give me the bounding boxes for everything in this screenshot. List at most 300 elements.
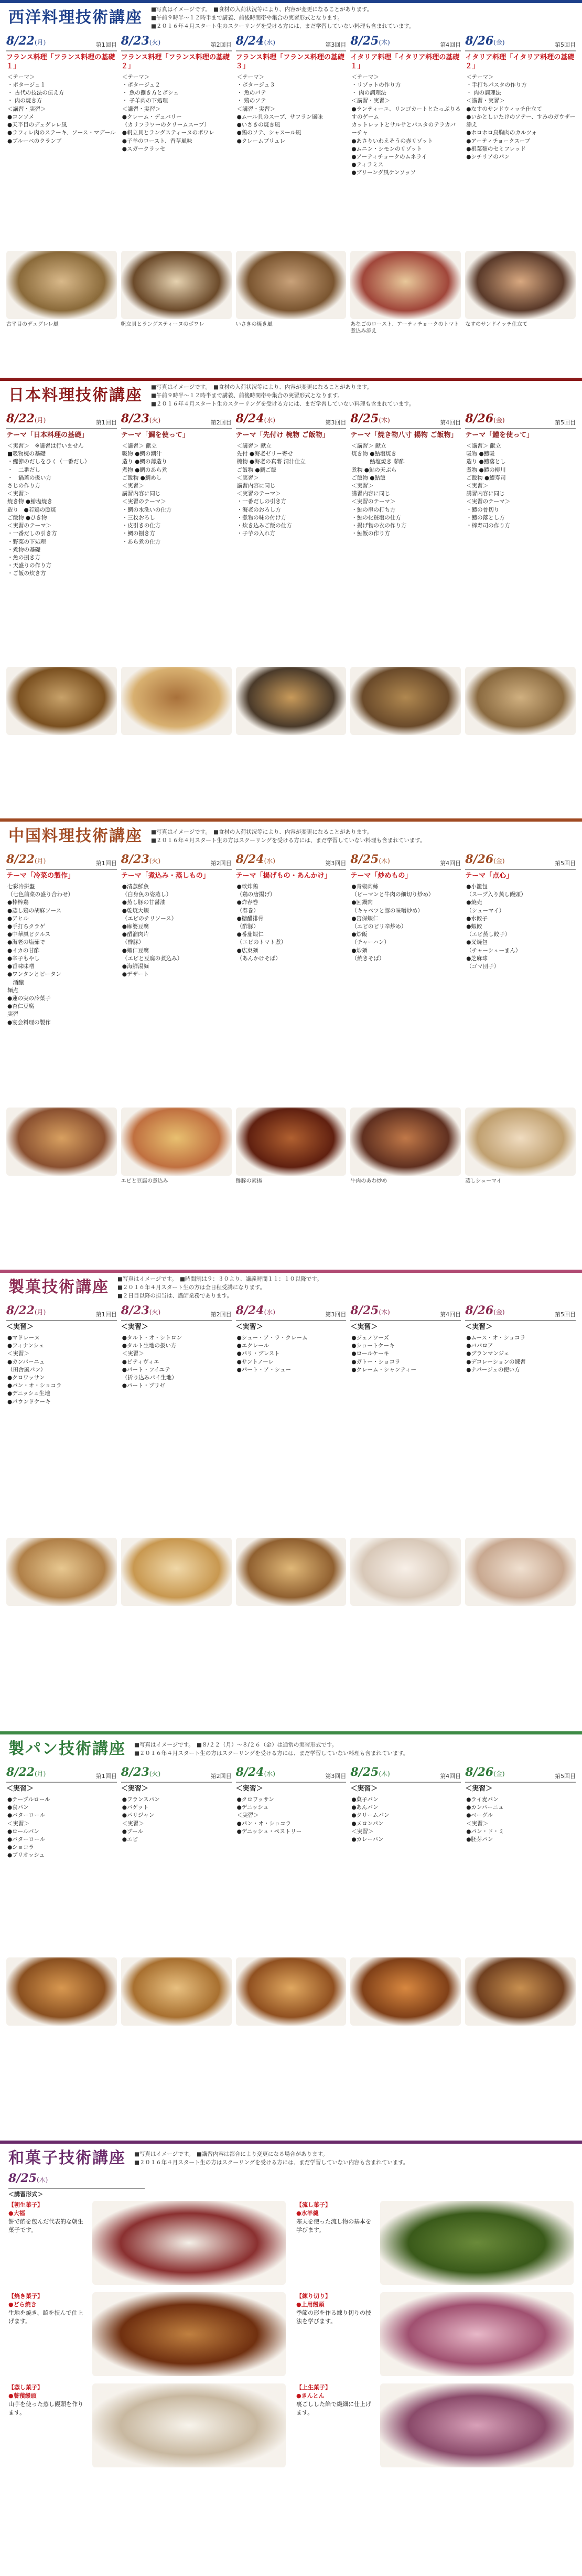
day-weekday: (火): [149, 39, 161, 47]
day-header: [236, 854, 347, 870]
list-item: （田舎風パン）: [7, 1366, 46, 1373]
dish-photo: [6, 1957, 117, 2026]
list-item: ＜実習のテーマ＞: [122, 498, 166, 505]
day-header: [8, 2173, 145, 2189]
day-header: [350, 36, 461, 51]
list-item: ●蒸し豚の甘醤油: [122, 899, 166, 906]
day-weekday: (水): [264, 1308, 275, 1316]
list-item: ・ 肉の調理法: [466, 90, 501, 97]
section-notes: ■写真はイメージです。 ■講習内容は都合により変更になる場合があります。 ■２０１６年４月スタート生の方はスクーリングを受ける方には、まだ学習していない内容も含まれています。: [134, 2151, 409, 2166]
list-item: ●アーティチョークのムネライ: [351, 153, 427, 160]
list-item: ●あさりいわえそうの赤リゾット: [351, 137, 433, 144]
day-date-text: 8/25: [350, 36, 379, 48]
day-header: [350, 1305, 461, 1321]
list-item: ＜テーマ＞: [236, 73, 265, 80]
item-list: [236, 1334, 347, 1534]
day-number: 第2回目: [210, 419, 232, 427]
list-item: ●エクレール: [236, 1343, 270, 1349]
list-item: ・リゾットの作り方: [351, 82, 401, 88]
item-list: [236, 442, 347, 663]
list-item: ●ロールケーキ: [351, 1350, 390, 1357]
day-weekday: (火): [149, 417, 161, 424]
item-list: [465, 883, 576, 1103]
list-item: ＜実習＞: [7, 1350, 29, 1357]
bread-section: [0, 1731, 582, 2141]
day-weekday: (金): [493, 857, 505, 865]
day-column: [121, 1767, 232, 2028]
list-item: ●ムール貝のスープ、サフラン風味: [236, 113, 323, 120]
dish-photo: [121, 1108, 232, 1176]
day-date-text: 8/22: [6, 854, 35, 867]
list-item: さじの作り方: [7, 482, 40, 489]
list-item: ●パリジャン: [122, 1812, 155, 1819]
list-item: ●なすのサンドウィッチ仕立て: [466, 105, 542, 112]
day-title: ＜実習＞: [350, 1785, 378, 1793]
day-number: 第4回目: [440, 41, 461, 49]
dish-photo: [465, 1538, 576, 1606]
day-title: ＜実習＞: [6, 1785, 34, 1793]
day-number: 第4回目: [440, 1773, 461, 1780]
day-number: 第3回目: [325, 1773, 347, 1780]
day-date-text: 8/22: [6, 413, 35, 426]
list-item: ＜テーマ＞: [351, 73, 379, 80]
section-title: 製菓技術講座: [8, 1278, 109, 1296]
dish-photo: [465, 1957, 576, 2026]
list-item: ・手打ちパスタの作り方: [466, 82, 527, 88]
day-date: [6, 1305, 46, 1319]
dish-photo: [236, 1108, 347, 1176]
list-item: ●蒸し鶏の胡麻ソース: [7, 907, 62, 914]
list-item: （チャーハン）: [351, 939, 390, 946]
day-weekday: (木): [379, 417, 390, 424]
list-item: ●デニッシュ生地: [7, 1390, 50, 1397]
day-date: [350, 854, 390, 868]
list-item: ●醋溜肉片: [122, 931, 149, 938]
day-weekday: (月): [34, 417, 46, 424]
wagashi-name: ●薯蕷饅頭: [8, 2392, 37, 2399]
day-column: [6, 36, 117, 335]
day-grid: [0, 1302, 582, 1608]
wagashi-name: ●上用饅頭: [296, 2301, 325, 2308]
list-item: （エビのトマト煮）: [236, 939, 287, 946]
day-title: フランス料理「フランス料理の基礎３」: [235, 54, 344, 70]
list-item: ●芝麻球: [466, 955, 488, 962]
day-date-text: 8/25: [350, 854, 379, 867]
dish-photo: [350, 667, 461, 735]
day-header: [350, 413, 461, 429]
list-item: ・一番だしの引き方: [7, 530, 57, 537]
day-header: [236, 1305, 347, 1321]
wagashi-item: [296, 2201, 574, 2285]
day-number: 第5回目: [554, 860, 576, 867]
list-item: ＜実習＞: [466, 1820, 489, 1827]
day-date: [465, 1767, 504, 1781]
day-date-text: 8/26: [465, 1767, 494, 1780]
day-date: [465, 413, 504, 427]
list-item: （エビ蒸し餃子）: [466, 931, 511, 938]
list-item: ●ガトー・ショコラ: [351, 1358, 401, 1365]
list-item: ●バターロール: [7, 1812, 45, 1819]
list-item: ●炒飯: [351, 931, 368, 938]
list-item: 麺点: [7, 987, 18, 994]
wagashi-photo: [380, 2383, 574, 2467]
day-header: [6, 854, 117, 870]
section-title: 製パン技術講座: [8, 1739, 126, 1758]
item-list: [6, 442, 117, 663]
day-title: ＜実習＞: [121, 1323, 148, 1331]
day-header: [465, 413, 576, 429]
day-title: テーマ「炒めもの」: [350, 872, 412, 880]
list-item: ●クレーム・シャンティー: [351, 1366, 417, 1373]
day-header: [6, 1305, 117, 1321]
list-item: 煮物 ●鮎の天ぷら: [351, 466, 397, 473]
list-item: ＜実習＞: [351, 1828, 374, 1835]
day-header: [121, 36, 232, 51]
list-item: ・子芋の入れ方: [236, 530, 276, 537]
dish-photo: [236, 1957, 347, 2026]
item-list: [465, 442, 576, 663]
list-item: ●海老の塩茹で: [7, 939, 46, 946]
list-item: ●蓮の実の冷菓子: [7, 995, 51, 1002]
list-item: ●焼売: [466, 899, 482, 906]
list-item: ●炒麺: [351, 947, 368, 954]
day-number: 第3回目: [325, 41, 347, 49]
day-number: 第5回目: [554, 1311, 576, 1318]
day-date-text: 8/22: [6, 1305, 35, 1318]
list-item: 講習内容に同じ: [122, 491, 161, 497]
list-item: ご飯物 ●鯛めし: [122, 474, 162, 481]
day-title: テーマ「揚げもの・あんかけ」: [235, 872, 331, 880]
list-item: 吸物 ●鯛の潮汁: [122, 451, 162, 457]
list-item: ＜講習・実習＞: [236, 105, 276, 112]
list-item: ■吸物椀の基礎: [7, 451, 46, 457]
list-item: ●広東麺: [236, 947, 258, 954]
list-item: ●ブリーング風ケンソッソ: [351, 169, 416, 176]
wagashi-kind: 【上生菓子】: [296, 2383, 331, 2391]
photo-caption: 蒸しシューマイ: [465, 1178, 502, 1184]
day-number: 第2回目: [210, 860, 232, 867]
list-item: ●パウンドケーキ: [7, 1398, 51, 1405]
chinese-section: [0, 818, 582, 1270]
wagashi-text: [296, 2383, 375, 2467]
list-item: ●ムース・オ・ショコラ: [466, 1334, 526, 1341]
list-item: ご飯物 ●鮎飯: [351, 474, 386, 481]
list-item: ●フランスパン: [122, 1796, 160, 1803]
day-weekday: (火): [149, 1308, 161, 1316]
wagashi-photo: [92, 2383, 286, 2467]
wagashi-item: [8, 2292, 286, 2376]
day-number: 第2回目: [210, 1311, 232, 1318]
wagashi-desc: 山芋を使った蒸し饅頭を作ります。: [8, 2400, 83, 2416]
list-item: ●香味味噌: [7, 963, 35, 970]
day-weekday: (月): [34, 1308, 46, 1316]
day-date-text: 8/26: [465, 413, 494, 426]
photo-caption: エビと豆腐の煮込み: [121, 1178, 168, 1184]
list-item: ＜講習・実習＞: [351, 98, 390, 104]
day-number: 第1回目: [95, 1773, 117, 1780]
list-item: ●海鮮湯麺: [122, 963, 149, 970]
day-date: [6, 854, 46, 868]
list-item: ●タルト・オ・シトロン: [122, 1334, 182, 1341]
item-list: [350, 1334, 461, 1534]
day-date: [236, 1767, 275, 1781]
list-item: ●メロンパン: [351, 1820, 384, 1827]
item-list: [350, 73, 461, 247]
list-item: ＜実習のテーマ＞: [466, 498, 511, 505]
day-date-text: 8/25: [350, 1305, 379, 1318]
list-item: ＜実習＞: [122, 1820, 144, 1827]
day-column: [6, 413, 117, 737]
list-item: 焼き物 ●鮎塩焼き: [351, 451, 397, 457]
list-item: ●水餃子: [466, 915, 488, 922]
day-header: [121, 1305, 232, 1321]
list-item: （七色前菜の盛り合わせ）: [7, 891, 73, 898]
day-date-text: 8/25: [350, 1767, 379, 1780]
wagashi-grid: [0, 2199, 582, 2469]
day-date: [236, 854, 275, 868]
wagashi-item: [296, 2292, 574, 2376]
day-weekday: (木): [379, 1308, 390, 1316]
list-item: ＜実習＞: [7, 1820, 29, 1827]
day-number: 第3回目: [325, 1311, 347, 1318]
list-item: ●クロワッサン: [236, 1796, 274, 1803]
list-item: （ピーマンと牛肉の細切り炒め）: [351, 891, 434, 898]
list-item: ●辛子もやし: [7, 955, 40, 962]
list-item: 造り ●若鶏の照焼: [7, 506, 57, 513]
day-title: ＜実習＞: [350, 1323, 378, 1331]
list-item: ・鱧の骨切り: [466, 506, 500, 513]
wagashi-desc: 餅で餡を包んだ代表的な朝生菓子です。: [8, 2218, 83, 2233]
list-item: ●テーブルロール: [7, 1796, 50, 1803]
list-item: ●ジェノワーズ: [351, 1334, 390, 1341]
day-date: [121, 854, 160, 868]
list-item: ・魚の捌き方: [7, 554, 40, 561]
list-item: ●コンソメ: [7, 113, 34, 120]
list-item: ●菓子パン: [351, 1796, 379, 1803]
day-date-text: 8/25: [350, 413, 379, 426]
list-item: ・一番だしの引き方: [236, 498, 287, 505]
day-date: [350, 1767, 390, 1781]
list-item: ・ 鍋蓋の扱い方: [7, 474, 51, 481]
list-item: ＜講習＞ 献立: [351, 442, 386, 449]
list-item: ・ 鶏のソテ: [236, 98, 266, 104]
list-item: ●デコレーションの練習: [466, 1358, 526, 1365]
day-number: 第4回目: [440, 1311, 461, 1318]
list-item: ●杏仁豆腐: [7, 1003, 35, 1010]
list-item: ご飯物 ●鯛ご飯: [236, 466, 277, 473]
day-column: [350, 1305, 461, 1608]
day-header: [465, 36, 576, 51]
day-weekday: (金): [493, 39, 505, 47]
list-item: ●根菜類のセミフレッド: [466, 145, 526, 152]
list-item: ●軟炸鶏: [236, 883, 258, 890]
list-item: ●ブルーベのクランブ: [7, 137, 62, 144]
day-weekday: (金): [493, 1308, 505, 1316]
list-item: ・鮎飯の作り方: [351, 530, 390, 537]
western-section: [0, 0, 582, 378]
wagashi-name: ●大福: [8, 2209, 25, 2217]
list-item: ●ブール: [122, 1828, 143, 1835]
day-date: [6, 1767, 46, 1781]
list-item: ●パリ・ブレスト: [236, 1350, 280, 1357]
wagashi-desc: 季節の形を作る練り切りの技法を学びます。: [296, 2309, 371, 2325]
day-column: [6, 1305, 117, 1608]
day-column: [121, 413, 232, 737]
list-item: ●糖醋排骨: [236, 915, 264, 922]
list-item: ●宴会料理の製作: [7, 1019, 51, 1026]
wagashi-photo: [92, 2292, 286, 2376]
list-item: 講習内容に同じ: [466, 491, 505, 497]
wagashi-text: [296, 2292, 375, 2376]
day-date: [350, 1305, 390, 1319]
list-item: ●クレーム・デュバリー: [122, 113, 182, 120]
list-item: ・ 古代の技法の伝え方: [7, 90, 64, 97]
day-date: [236, 413, 275, 427]
list-item: ・あら煮の仕方: [122, 538, 161, 545]
dish-photo: [350, 1538, 461, 1606]
list-item: ●回鍋肉: [351, 899, 373, 906]
japanese-section: [0, 378, 582, 818]
section-title: 日本料理技術講座: [8, 386, 143, 405]
day-column: [121, 36, 232, 335]
day-date-text: 8/23: [121, 1305, 149, 1318]
list-item: ＜実習＞: [351, 482, 374, 489]
list-item: ●ショコラ: [7, 1844, 34, 1851]
day-title: ＜実習＞: [465, 1785, 493, 1793]
list-item: ●サントノーレ: [236, 1358, 274, 1365]
list-item: ●宮保蝦仁: [351, 915, 379, 922]
list-item: ・棒寿司の作り方: [466, 523, 511, 529]
list-item: ●スガークラッセ: [122, 145, 166, 152]
wagashi-text: [8, 2292, 87, 2376]
dish-photo: [236, 1538, 347, 1606]
day-column: [350, 1767, 461, 2028]
day-date: [236, 36, 275, 49]
list-item: ・煮物の味の付け方: [236, 514, 287, 521]
list-item: ●カレーパン: [351, 1836, 384, 1843]
wagashi-text: [8, 2201, 87, 2285]
list-item: ・炊き込みご飯の仕方: [236, 523, 292, 529]
day-date: [6, 36, 46, 49]
day-header: [465, 1767, 576, 1783]
day-title: テーマ「焼き物八寸 揚物 ご飯物」: [350, 431, 458, 439]
list-item: ・鱧の落とし方: [466, 514, 505, 521]
dish-photo: [6, 251, 117, 319]
photo-caption: 帆立貝とラングスティーヌのポワレ: [121, 321, 204, 327]
list-item: 鮎塩焼き 蓼酢: [351, 459, 405, 465]
day-date: [121, 36, 160, 49]
day-header: [350, 1767, 461, 1783]
day-weekday: (木): [379, 39, 390, 47]
day-number: 第1回目: [95, 41, 117, 49]
day-date-text: 8/23: [121, 854, 149, 867]
day-number: 第2回目: [210, 41, 232, 49]
photo-caption: なすのサンドイッチ仕立て: [465, 321, 527, 327]
wagashi-photo: [380, 2201, 574, 2285]
day-number: 第1回目: [95, 419, 117, 427]
day-column: [236, 36, 347, 335]
item-list: [350, 442, 461, 663]
list-item: ＜実習＞: [122, 1350, 144, 1357]
day-weekday: (水): [264, 857, 275, 865]
day-weekday: (金): [493, 1770, 505, 1778]
photo-caption: いさきの焼き風: [235, 321, 273, 327]
list-item: 実習: [7, 1011, 18, 1018]
list-item: ●清蒸鮮魚: [122, 883, 149, 890]
list-item: ・ 魚のパテ: [236, 90, 266, 97]
section-title: 西洋料理技術講座: [8, 8, 143, 27]
day-weekday: (月): [34, 39, 46, 47]
dish-photo: [465, 251, 576, 319]
list-item: ●ナパージュの使い方: [466, 1366, 520, 1373]
day-title: フランス料理「フランス料理の基礎１」: [6, 54, 115, 70]
list-item: ●パート・ア・シュー: [236, 1366, 292, 1373]
list-item: （折り込みパイ生地）: [122, 1374, 177, 1381]
day-date: [121, 1767, 160, 1781]
list-item: ＜テーマ＞: [466, 73, 494, 80]
item-list: [121, 883, 232, 1103]
dish-photo: [236, 667, 347, 735]
day-header: [465, 854, 576, 870]
day-column: [465, 36, 576, 335]
day-column: [350, 854, 461, 1185]
list-item: ●帆立貝とラングスティーヌのポワレ: [122, 130, 214, 136]
list-item: ・揚げ物の衣の作り方: [351, 523, 407, 529]
item-list: [6, 883, 117, 1103]
section-notes: ■写真はイメージです。 ■８/２２（月）～８/２６（金）は通常の実習形式です。 ■２０１６年４月スタート生の方はスクーリングを受ける方には、まだ学習していない料理も含まれています。: [134, 1741, 409, 1757]
list-item: ・野菜の下処理: [7, 538, 46, 545]
list-item: ●バゲット: [122, 1804, 149, 1811]
dish-photo: [350, 1108, 461, 1176]
day-header: [6, 1767, 117, 1783]
list-item: ●バターロール: [7, 1836, 45, 1843]
list-item: （キャベツと豚の味噌炒め）: [351, 907, 423, 914]
list-item: （カリフラワーのクリームスープ）: [122, 122, 210, 129]
list-item: ●ブランマンジェ: [466, 1350, 510, 1357]
wagashi-desc: 裏ごしした餡で繊細に仕上げます。: [296, 2400, 371, 2416]
list-item: ・ご飯の炊き方: [7, 570, 46, 577]
wagashi-item: [8, 2383, 286, 2467]
day-title: フランス料理「フランス料理の基礎２」: [121, 54, 230, 70]
day-column: [465, 1767, 576, 2028]
list-item: ＜実習のテーマ＞: [7, 523, 51, 529]
day-header: [121, 854, 232, 870]
day-title: テーマ「冷菜の製作」: [6, 872, 75, 880]
day-date-text: 8/24: [235, 1767, 264, 1780]
item-list: [465, 1796, 576, 1953]
day-number: 第4回目: [440, 860, 461, 867]
item-list: [121, 442, 232, 663]
list-item: ・三枚おろし: [122, 514, 155, 521]
list-item: ●手打ちクラゲ: [7, 923, 46, 930]
dish-photo: [121, 1957, 232, 2026]
list-item: ●いさきの焼き風: [236, 122, 281, 129]
list-item: ●ババロア: [466, 1343, 493, 1349]
day-date-text: 8/23: [121, 1767, 149, 1780]
day-date: [465, 1305, 504, 1319]
day-header: [465, 1305, 576, 1321]
day-header: [236, 36, 347, 51]
wagashi-kind: 【蒸し菓子】: [8, 2383, 43, 2391]
photo-caption: あなごのロースト、アーティチョークのトマト煮込み添え: [350, 321, 459, 334]
list-item: ●ホロホロ鳥胸肉のカルツォ: [466, 130, 537, 136]
wagashi-photo: [92, 2201, 286, 2285]
list-item: ＜講習＞ 献立: [466, 442, 501, 449]
day-date-text: 8/24: [235, 1305, 264, 1318]
dish-photo: [6, 1108, 117, 1176]
list-item: ●クリームパン: [351, 1812, 390, 1819]
list-item: ●棒棒鶏: [7, 899, 29, 906]
